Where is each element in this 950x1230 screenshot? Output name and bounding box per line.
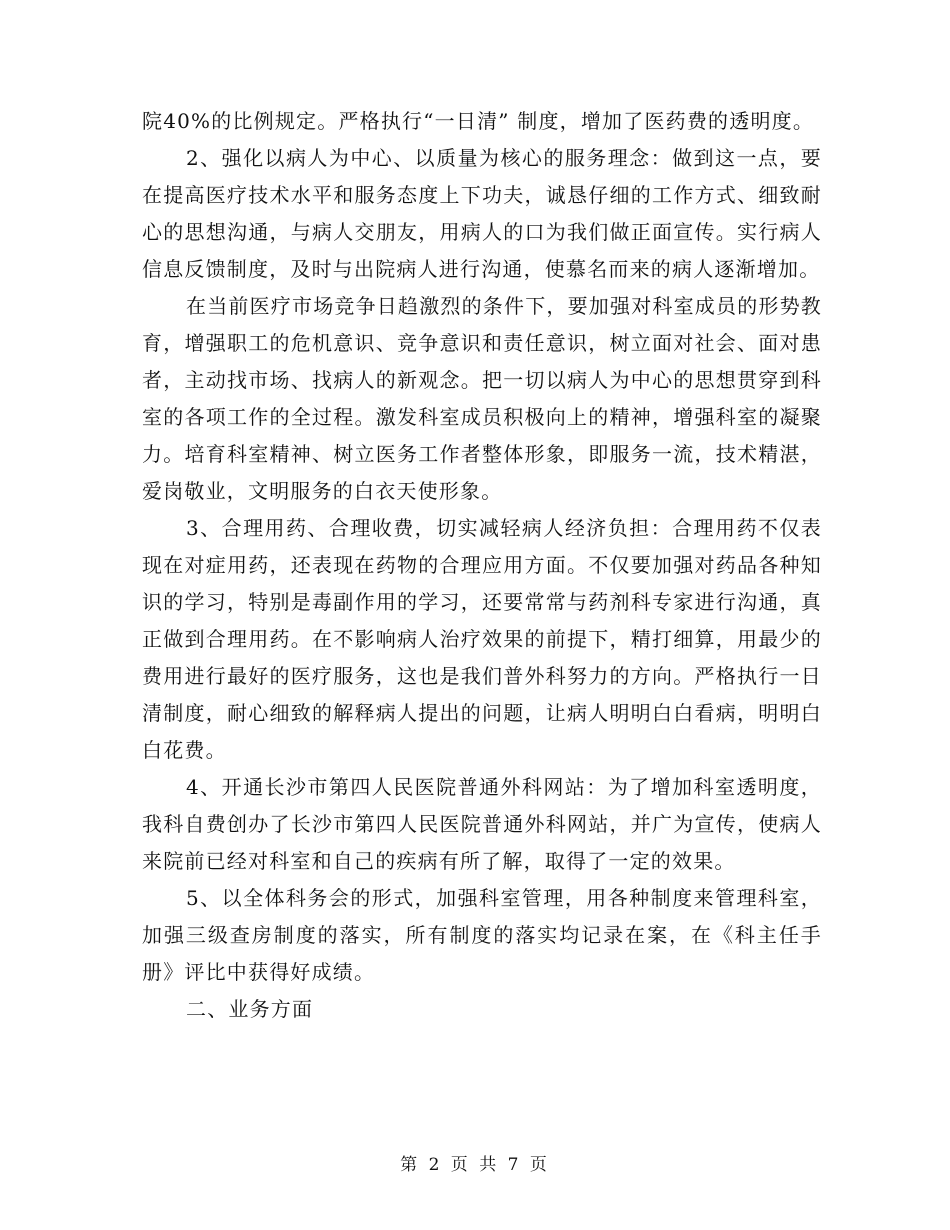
page-number-footer: 第 2 页 共 7 页 <box>400 1155 550 1175</box>
paragraph-item-3: 3、合理用药、合理收费，切实减轻病人经济负担：合理用药不仅表现在对症用药，还表现在药物的合理应用方面。不仅要加强对药品各种知识的学习，特别是毒副作用的学习，还要常常与药剂科专家进行沟通，真正做到合理用药。在不影响病人治疗效果的前提下，精打细算，用最少的费用进行最好的医疗服务，这也是我们普外科努力的方向。严格执行一日清制度，耐心细致的解释病人提出的问题，让病人明明白白看病，明明白白花费。 <box>142 516 822 762</box>
paragraph-continuation: 院40%的比例规定。严格执行“一日清” 制度，增加了医药费的透明度。 <box>142 109 815 133</box>
paragraph-item-2: 2、强化以病人为中心、以质量为核心的服务理念：做到这一点，要在提高医疗技术水平和服务态度上下功夫，诚恳仔细的工作方式、细致耐心的思想沟通，与病人交朋友，用病人的口为我们做正面宣传。实行病人信息反馈制度，及时与出院病人进行沟通，使慕名而来的病人逐渐增加。 <box>142 146 822 281</box>
section-heading: 二、业务方面 <box>186 997 314 1021</box>
paragraph-market-competition: 在当前医疗市场竞争日趋激烈的条件下，要加强对科室成员的形势教育，增强职工的危机意识、竞争意识和责任意识，树立面对社会、面对患者，主动找市场、找病人的新观念。把一切以病人为中心的思想贯穿到科室的各项工作的全过程。激发科室成员积极向上的精神，增强科室的凝聚力。培育科室精神、树立医务工作者整体形象，即服务一流，技术精湛，爱岗敬业，文明服务的白衣天使形象。 <box>142 294 822 503</box>
document-body <box>142 103 822 1028</box>
paragraph-item-4: 4、开通长沙市第四人民医院普通外科网站：为了增加科室透明度，我科自费创办了长沙市第四人民医院普通外科网站，并广为宣传，使病人来院前已经对科室和自己的疾病有所了解，取得了一定的效果。 <box>142 775 822 873</box>
paragraph-item-5: 5、以全体科务会的形式，加强科室管理，用各种制度来管理科室，加强三级查房制度的落实，所有制度的落实均记录在案，在《科主任手册》评比中获得好成绩。 <box>142 886 822 984</box>
